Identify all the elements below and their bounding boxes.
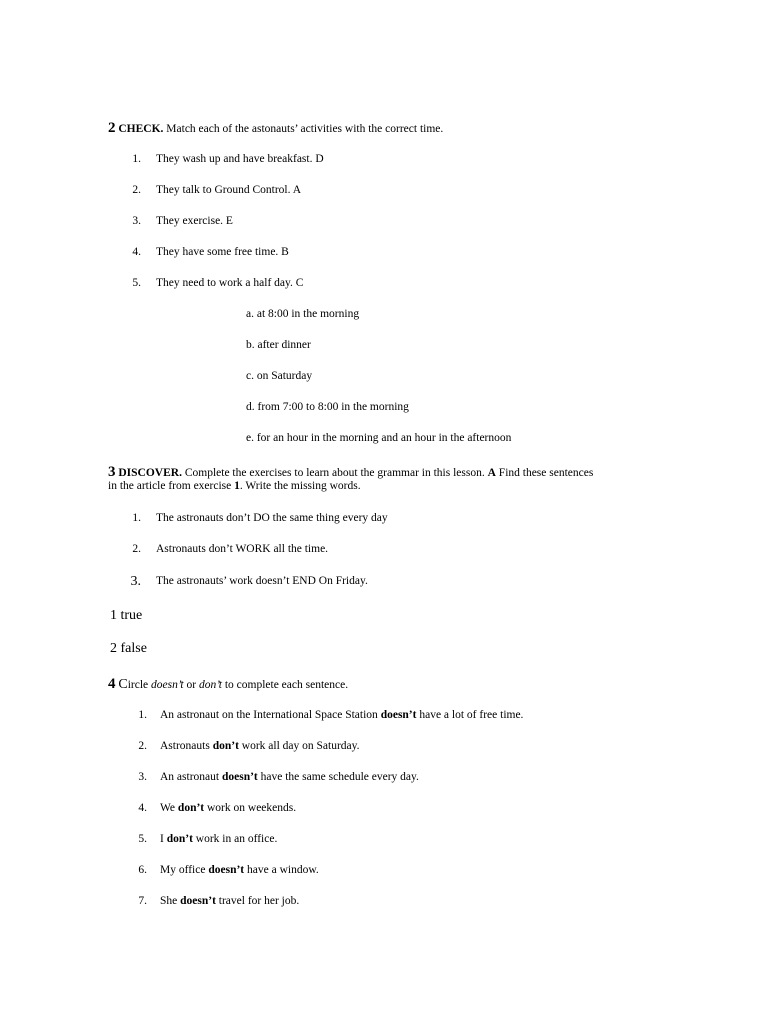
list-item-number: 4. [132,246,141,258]
list-item [160,771,419,783]
list-item [160,709,523,721]
section-instruction-end: to complete each sentence. [224,679,349,691]
option-d: d. from 7:00 to 8:00 in the morning [246,401,409,413]
section-instruction-line2: in the article from exercise [108,480,232,492]
list-item [160,895,299,907]
section-3-heading [108,464,593,481]
list-item [160,833,277,845]
list-item-number: 4. [138,802,147,814]
exercise-reference: 1 [234,480,240,492]
answer-1: 1 true [110,608,143,623]
sentence-start: An astronaut on the International Space Station [160,709,378,721]
section-number: 4 [108,676,116,692]
answer-word: doesn’t [180,895,216,907]
section-instruction: Match each of the astonauts’ activities with the correct time. [166,123,444,135]
heading-first-letter: C [118,677,128,692]
list-item-number: 1. [132,153,141,165]
list-item-number: 7. [138,895,147,907]
list-item-number: 2. [138,740,147,752]
list-item: They have some free time. B [156,246,289,258]
option-a: a. at 8:00 in the morning [246,308,360,320]
list-item [160,740,360,752]
list-item-number: 3. [130,574,141,589]
list-item: The astronauts’ work doesn’t END On Friday. [156,575,368,587]
sentence-start: Astronauts [160,740,210,752]
word-dont: don’t [198,679,222,691]
sentence-start: My office [160,864,206,876]
answer-word: don’t [212,740,239,752]
answer-word: doesn’t [221,771,258,783]
section-instruction: Complete the exercises to learn about the grammar in this lesson. [184,467,485,479]
answer-word: don’t [166,833,193,845]
list-item-number: 6. [138,864,147,876]
sentence-end: work in an office. [195,833,278,845]
list-item: The astronauts don’t DO the same thing every day [156,512,388,524]
list-item: They talk to Ground Control. A [156,184,302,196]
sentence-end: have a lot of free time. [419,709,524,721]
sentence-start: She [160,895,178,907]
list-item-number: 1. [138,709,147,721]
list-item-number: 2. [132,543,141,555]
list-item [160,864,319,876]
answer-word: doesn’t [380,709,417,721]
list-item-number: 5. [138,833,147,845]
sentence-end: work on weekends. [207,802,297,814]
answer-word: doesn’t [208,864,245,876]
section-3-heading-line2 [108,480,361,492]
section-keyword: CHECK. [118,123,164,135]
sentence-start: We [160,802,176,814]
section-number: 2 [108,120,116,136]
section-instruction-cont: Find these sentences [498,467,594,479]
answer-2: 2 false [110,641,147,656]
section-4-heading [108,676,348,693]
sentence-end: have the same schedule every day. [260,771,419,783]
list-item-number: 3. [138,771,147,783]
sentence-end: have a window. [247,864,319,876]
list-item-number: 3. [132,215,141,227]
sentence-end: work all day on Saturday. [241,740,360,752]
list-item-number: 1. [132,512,141,524]
list-item: Astronauts don’t WORK all the time. [156,543,329,555]
sentence-end: travel for her job. [218,895,300,907]
word-doesnt: doesn’t [151,679,184,691]
section-instruction-line2-end: . Write the missing words. [239,480,361,492]
option-b: b. after dinner [246,339,311,351]
section-2-heading [108,120,443,137]
option-c: c. on Saturday [246,370,313,382]
list-item: They wash up and have breakfast. D [156,153,324,165]
word-or: or [186,679,197,691]
list-item-number: 2. [132,184,141,196]
answer-word: don’t [177,802,205,814]
section-instruction: ircle [127,679,149,691]
section-keyword: DISCOVER. [118,467,182,479]
option-e: e. for an hour in the morning and an hour in the afternoon [246,432,512,444]
list-item-number: 5. [132,277,141,289]
part-label: A [487,467,496,479]
sentence-start: An astronaut [160,771,220,783]
list-item: They exercise. E [156,215,233,227]
list-item: They need to work a half day. C [156,277,304,289]
section-number: 3 [108,464,116,480]
sentence-start: I [160,833,164,845]
list-item [160,802,296,814]
